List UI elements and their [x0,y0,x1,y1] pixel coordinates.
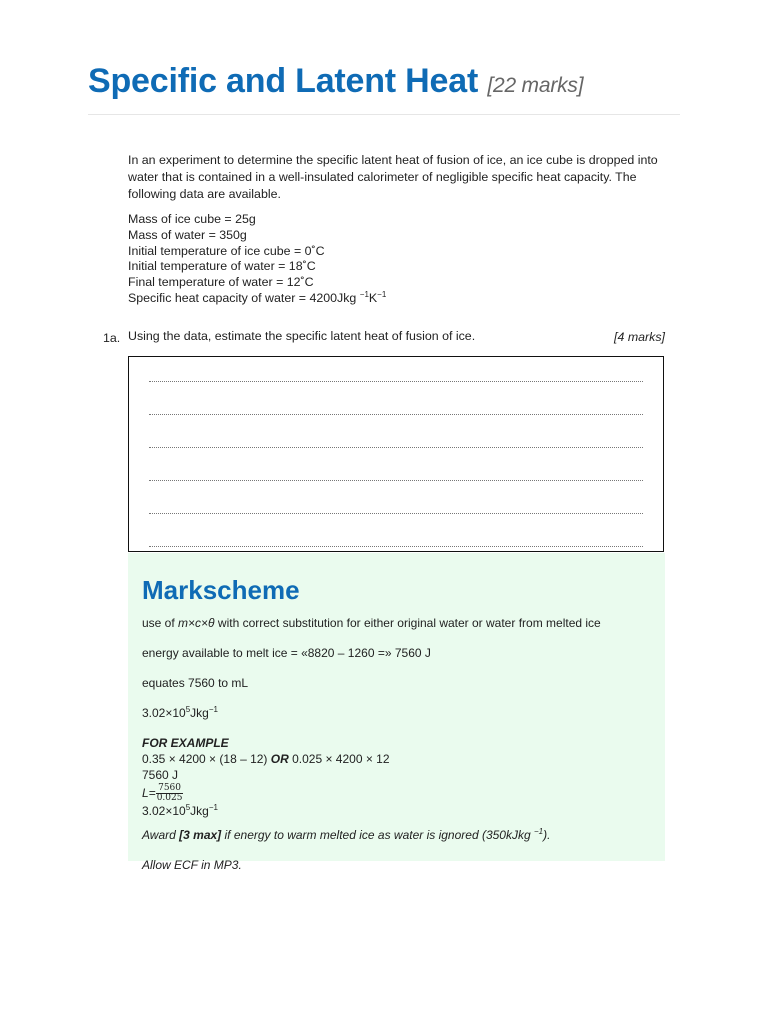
ex4-unit: Jkg [190,804,209,819]
mark-point: energy available to melt ice = «8820 – 1260 =» 7560 J [142,646,431,660]
fraction [156,784,184,803]
shc-unit: K [368,290,378,305]
title-text: Specific and Latent Heat [88,62,479,100]
ex1-or: OR [270,752,289,766]
example-line: 7560 J [142,768,179,782]
mark-point: equates 7560 to mL [142,676,249,690]
mp4-unit: Jkg [190,706,209,720]
data-item-shc [128,291,668,307]
question-marks: [4 marks] [614,330,665,344]
ecf-note: Allow ECF in MP3. [142,858,242,873]
stem-paragraph: In an experiment to determine the specific latent heat of fusion of ice, an ice cube is dropped into water that is contained in a well-insulated calorimeter of negligible specific heat capacity. The following data are available. [128,153,658,201]
award-prefix: Award [142,828,180,843]
title-divider [88,114,680,115]
data-item: Final temperature of water = 12˚C [128,275,314,290]
award-note [142,827,652,843]
answer-line [149,381,643,382]
example-line [142,803,652,819]
award-bold: [3 max] [179,828,222,843]
ex4-base: 3.02×10 [142,804,186,819]
page-title [88,62,583,101]
data-list [128,212,668,307]
question-text: Using the data, estimate the specific latent heat of fusion of ice. [128,329,476,343]
award-end: ). [543,828,551,843]
example-fraction [142,783,652,803]
mp4-exp: 5 [185,705,191,714]
ex4-exp: 5 [185,803,191,813]
award-exp: −1 [533,827,544,837]
mp4-exp2: −1 [208,705,218,714]
answer-line [149,546,643,547]
data-item: Initial temperature of ice cube = 0˚C [128,243,325,258]
question-stem [128,152,668,307]
mp1-formula: m×c×θ [178,616,215,630]
mp4-base: 3.02×10 [142,706,186,720]
markscheme-body [142,615,652,873]
mark-point [142,615,652,631]
answer-line [149,447,643,448]
answer-line [149,480,643,481]
data-item: Initial temperature of water = 18˚C [128,259,316,274]
markscheme-heading: Markscheme [142,575,300,605]
answer-box[interactable] [128,356,664,552]
mp1-prefix: use of [142,616,179,630]
shc-text: Specific heat capacity of water = 4200Jkg [128,290,360,305]
shc-exp: −1 [377,289,387,299]
fraction-denominator: 0.025 [156,793,183,804]
answer-line [149,414,643,415]
award-suffix: if energy to warm melted ice as water is ignored (350kJkg [221,828,534,843]
ex1-b: 0.025 × 4200 × 12 [288,752,390,766]
markscheme-panel [128,553,665,873]
shc-exp: −1 [359,289,369,299]
title-marks: [22 marks] [487,74,584,97]
ex3-lhs: L= [142,786,156,800]
data-item: Mass of water = 350g [128,227,247,242]
fraction-numerator: 7560 [156,784,184,794]
question-number: 1a. [103,331,121,345]
data-item: Mass of ice cube = 25g [128,212,256,226]
example-line [142,751,652,767]
example-heading: FOR EXAMPLE [142,736,229,750]
mark-point [142,705,652,721]
answer-line [149,513,643,514]
mp1-suffix: with correct substitution for either original water or water from melted ice [214,616,601,630]
ex4-exp2: −1 [208,803,218,813]
ex1-a: 0.35 × 4200 × (18 – 12) [142,752,271,766]
